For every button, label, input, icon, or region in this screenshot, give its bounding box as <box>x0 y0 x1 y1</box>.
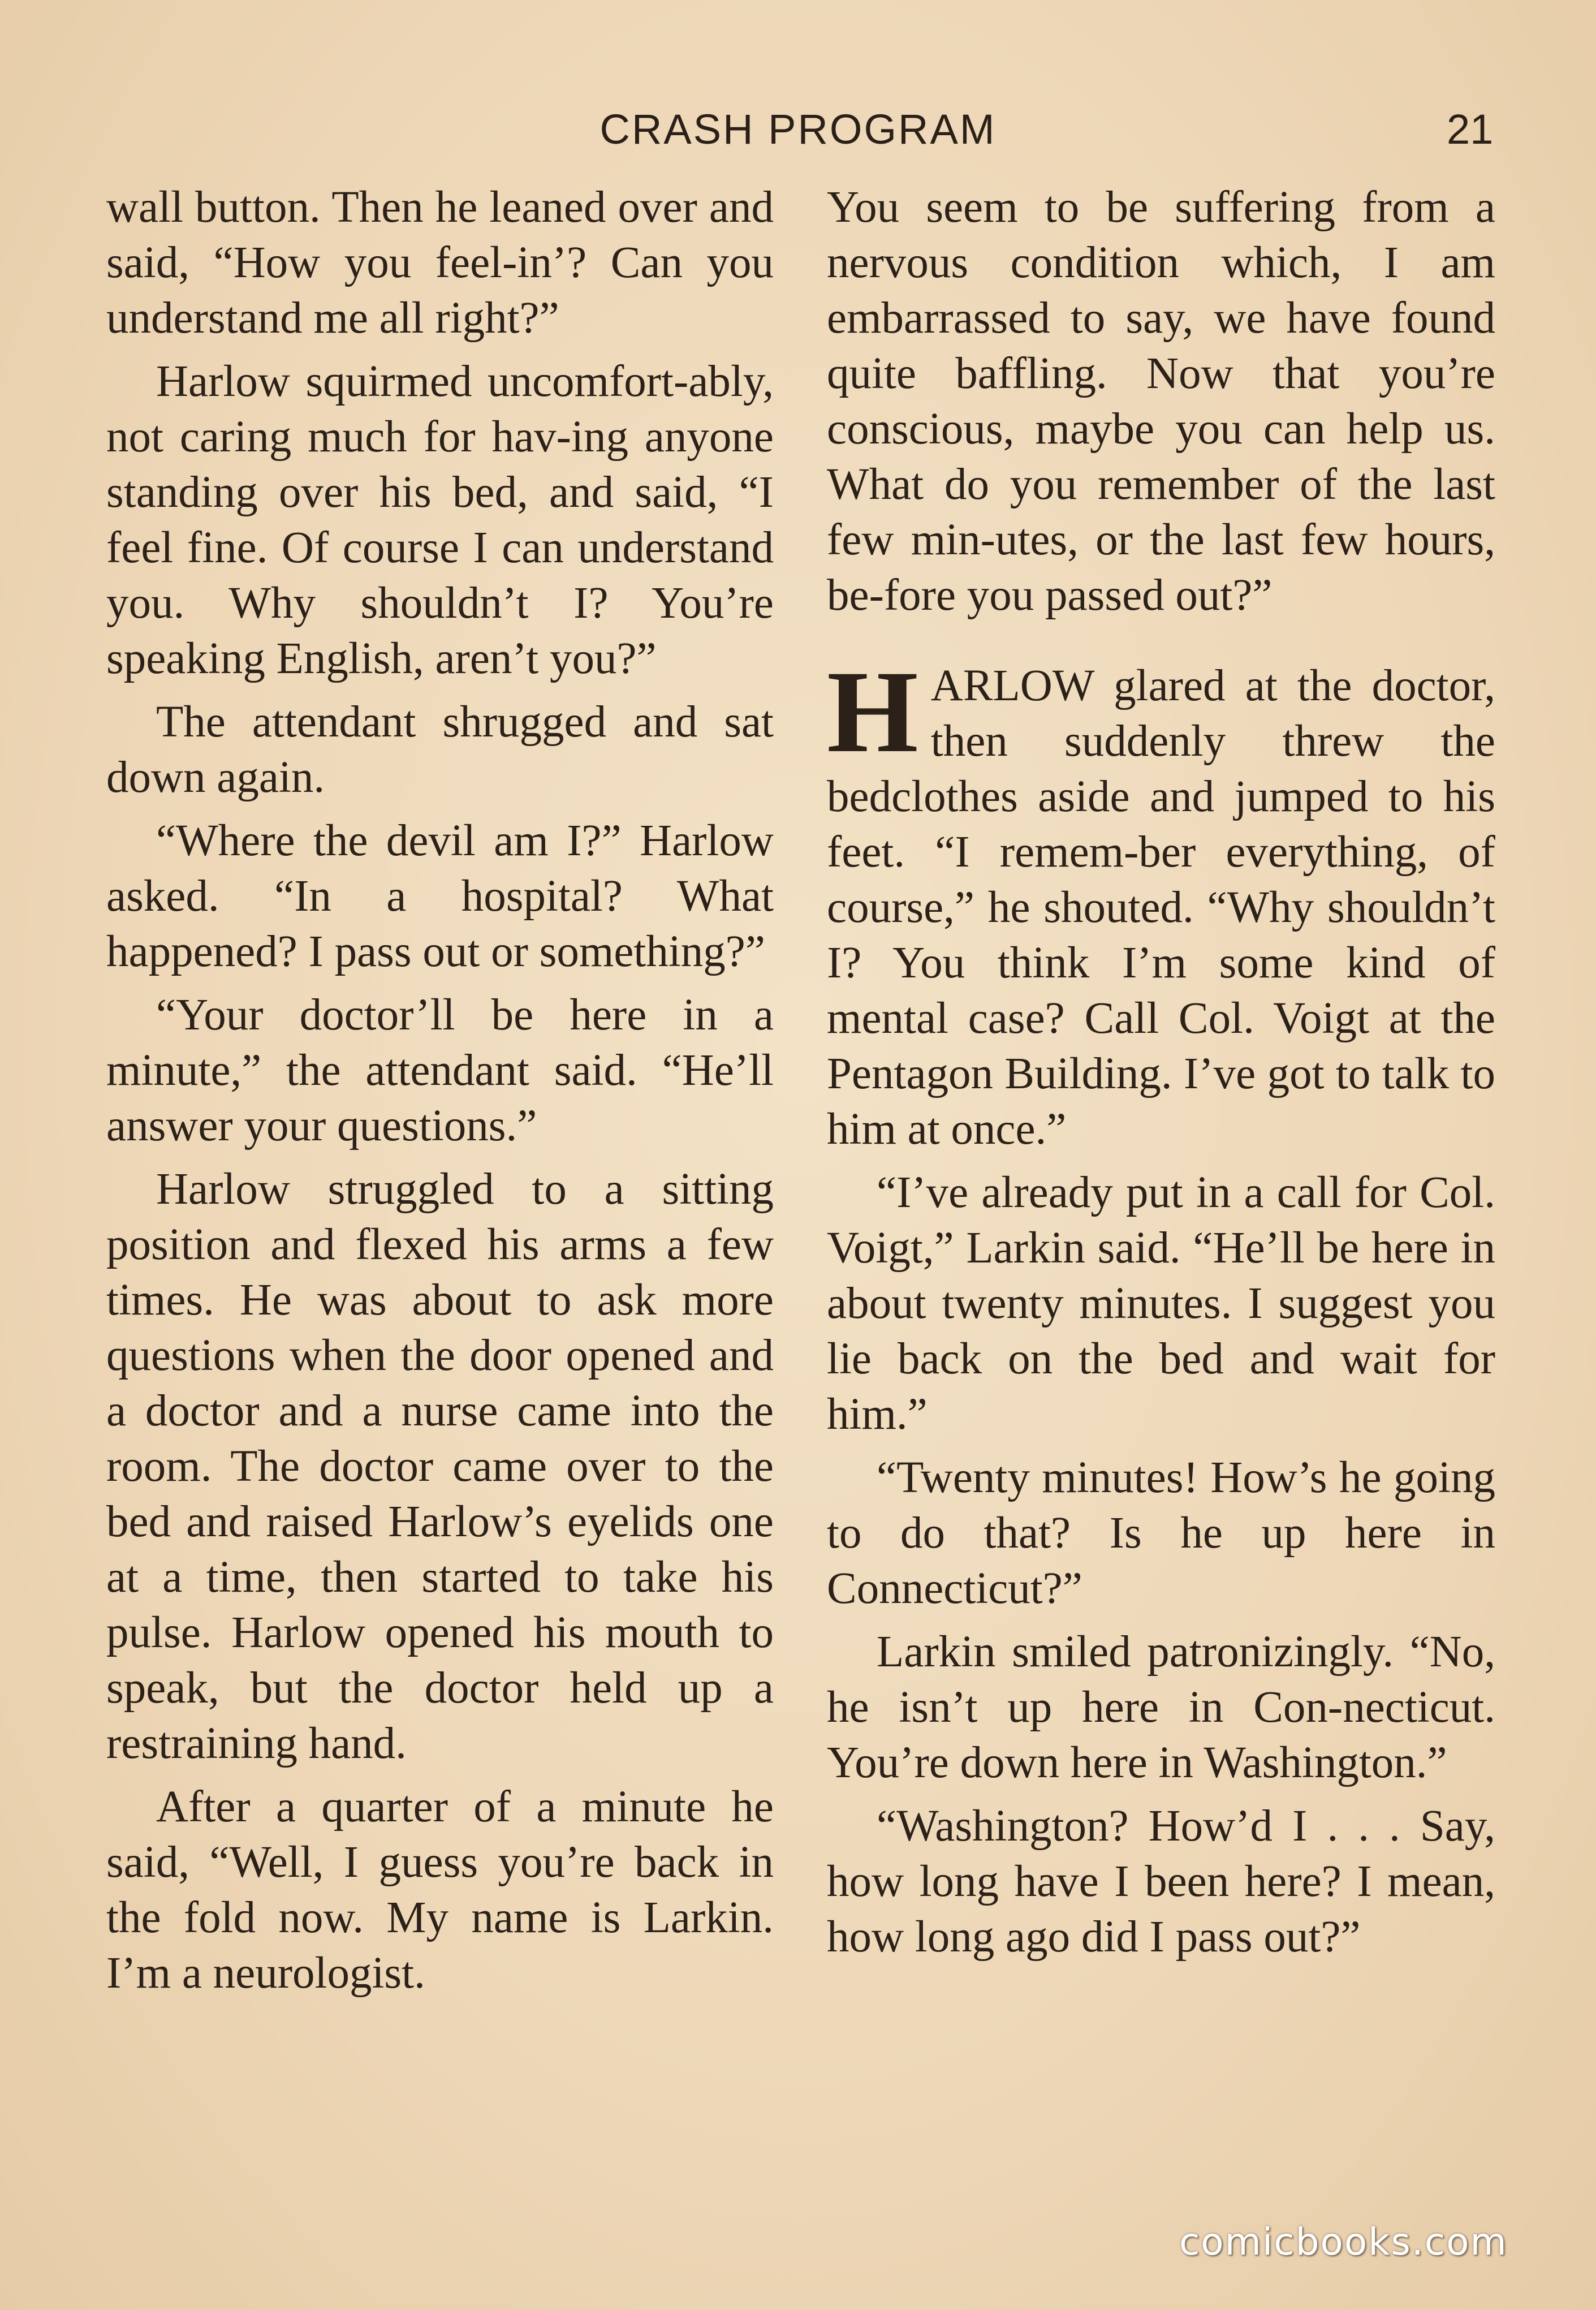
paragraph: The attendant shrugged and sat down again. <box>106 697 774 802</box>
paragraph: “Where the devil am I?” Harlow asked. “In a hospital? What happened? I pass out or something?” <box>106 816 774 976</box>
paragraph: Harlow struggled to a sitting position and flexed his arms a few times. He was about to ask more questions when the door opened and a doctor and a nurse came into the room. The doctor came over to the bed and raised Harlow’s eyelids one at a time, then started to take his pulse. Harlow opened his mouth to speak, but the doctor held up a restraining hand. <box>106 1165 774 1768</box>
paragraph: wall button. Then he leaned over and said, “How you feel-in’? Can you understand me all right?” <box>106 183 774 343</box>
right-column <box>827 180 1495 1973</box>
site-watermark: comicbooks.com <box>1179 2220 1508 2264</box>
drop-cap: H <box>827 647 918 777</box>
page-number: 21 <box>1447 106 1494 153</box>
paragraph: You seem to be suffering from a nervous condition which, I am embarrassed to say, we have found quite baffling. Now that you’re conscious, maybe you can help us. What do you remember of the last few min-utes, or the last few hours, be-fore you passed out?” <box>827 183 1495 620</box>
left-column <box>106 180 774 2009</box>
paragraph: After a quarter of a minute he said, “Well, I guess you’re back in the fold now. My name is Larkin. I’m a neurologist. <box>106 1782 774 1998</box>
section-opening-paragraph <box>827 647 1495 1157</box>
paragraph: “I’ve already put in a call for Col. Voigt,” Larkin said. “He’ll be here in about twenty minutes. I suggest you lie back on the bed and wait for him.” <box>827 1168 1495 1439</box>
dropcap-paragraph-text: ARLOW glared at the doctor, then suddenly threw the bedclothes aside and jumped to his feet. “I remem-ber everything, of course,” he shouted. “Why shouldn’t I? You think I’m some kind of mental case? Call Col. Voigt at the Pentagon Building. I’ve got to talk to him at once.” <box>827 661 1495 1154</box>
paragraph: “Twenty minutes! How’s he going to do that? Is he up here in Connecticut?” <box>827 1453 1495 1613</box>
running-header: CRASH PROGRAM <box>599 106 997 153</box>
paragraph: “Your doctor’ll be here in a minute,” the attendant said. “He’ll answer your questions.” <box>106 990 774 1150</box>
paragraph: “Washington? How’d I . . . Say, how long have I been here? I mean, how long ago did I pass out?” <box>827 1802 1495 1962</box>
paragraph: Harlow squirmed uncomfort-ably, not caring much for hav-ing anyone standing over his bed, and said, “I feel fine. Of course I can understand you. Why shouldn’t I? You’re speaking English, aren’t you?” <box>106 357 774 683</box>
paragraph: Larkin smiled patronizingly. “No, he isn’t up here in Con-necticut. You’re down here in Washington.” <box>827 1627 1495 1787</box>
